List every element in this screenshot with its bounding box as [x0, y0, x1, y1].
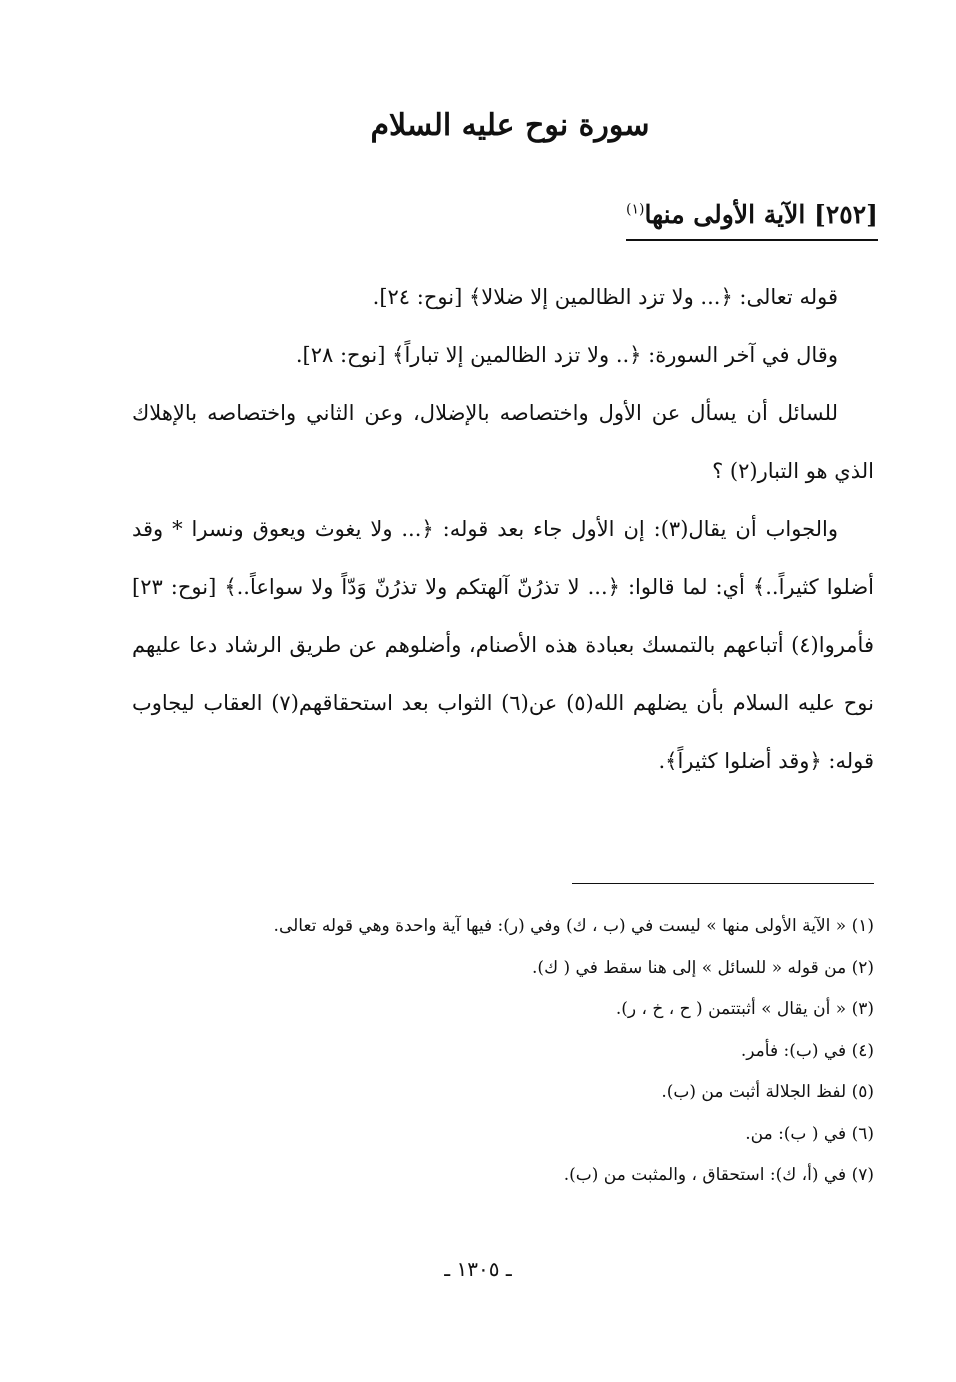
footnote-separator [572, 883, 874, 884]
surah-title: سورة نوح عليه السلام [370, 108, 650, 143]
footnotes-list [132, 906, 874, 1197]
paragraph-verse-1: قوله تعالى: ﴿... ولا تزد الظالمين إلا ضلالا﴾ [نوح: ٢٤]. [372, 285, 838, 309]
section-number: [٢٥٢] [814, 200, 878, 229]
section-footnote-ref: (١) [626, 201, 645, 218]
section-heading-text: الآية الأولى منها [644, 200, 806, 229]
paragraph-question: للسائل أن يسأل عن الأول واختصاصه بالإضلال، وعن الثاني واختصاصه بالإهلاك الذي هو التبار(٢) ؟ [132, 401, 874, 483]
footnote-item: (٧) في (أ، ك): استحقاق ، والمثبت من (ب). [563, 1165, 874, 1185]
main-text [132, 268, 874, 790]
section-heading [626, 200, 878, 241]
footnote-item: (٣) « أن يقال » أثبتتمن ( ح ، خ ، ر). [615, 999, 874, 1019]
footnote-item: (٢) من قوله « للسائل » إلى هنا سقط في ( ك). [532, 957, 874, 978]
footnote-item: (٤) في (ب): فأمر. [740, 1040, 874, 1061]
page-number: ـ ١٣٠٥ ـ [444, 1257, 512, 1281]
paragraph-answer: والجواب أن يقال(٣): إن الأول جاء بعد قوله: ﴿... ولا يغوث ويعوق ونسرا * وقد أضلوا كثيراً..﴾ أي: لما قالوا: ﴿... لا تذرُنّ آلهتكم ولا تذرُنّ وَدّاً ولا سواعاً..﴾ [نوح: ٢٣] فأمروا(٤) أتباعهم بالتمسك بعبادة هذه الأصنام، وأضلوهم عن طريق الرشاد دعا عليهم نوح عليه السلام بأن يضلهم الله(٥) عن(٦) الثواب بعد استحقاقهم(٧) العقاب ليجاوب قوله: ﴿وقد أضلوا كثيراً﴾. [132, 517, 874, 773]
footnote-item: (٦) في ( ب): من. [745, 1123, 874, 1144]
footnote-item: (٥) لفظ الجلالة أثبت من (ب). [661, 1082, 874, 1102]
footnote-item: (١) « الآية الأولى منها » ليست في (ب ، ك) وفي (ر): فيها آية واحدة وهي قوله تعالى. [273, 916, 874, 936]
paragraph-verse-2: وقال في آخر السورة: ﴿.. ولا تزد الظالمين إلا تباراً﴾ [نوح: ٢٨]. [295, 343, 838, 367]
